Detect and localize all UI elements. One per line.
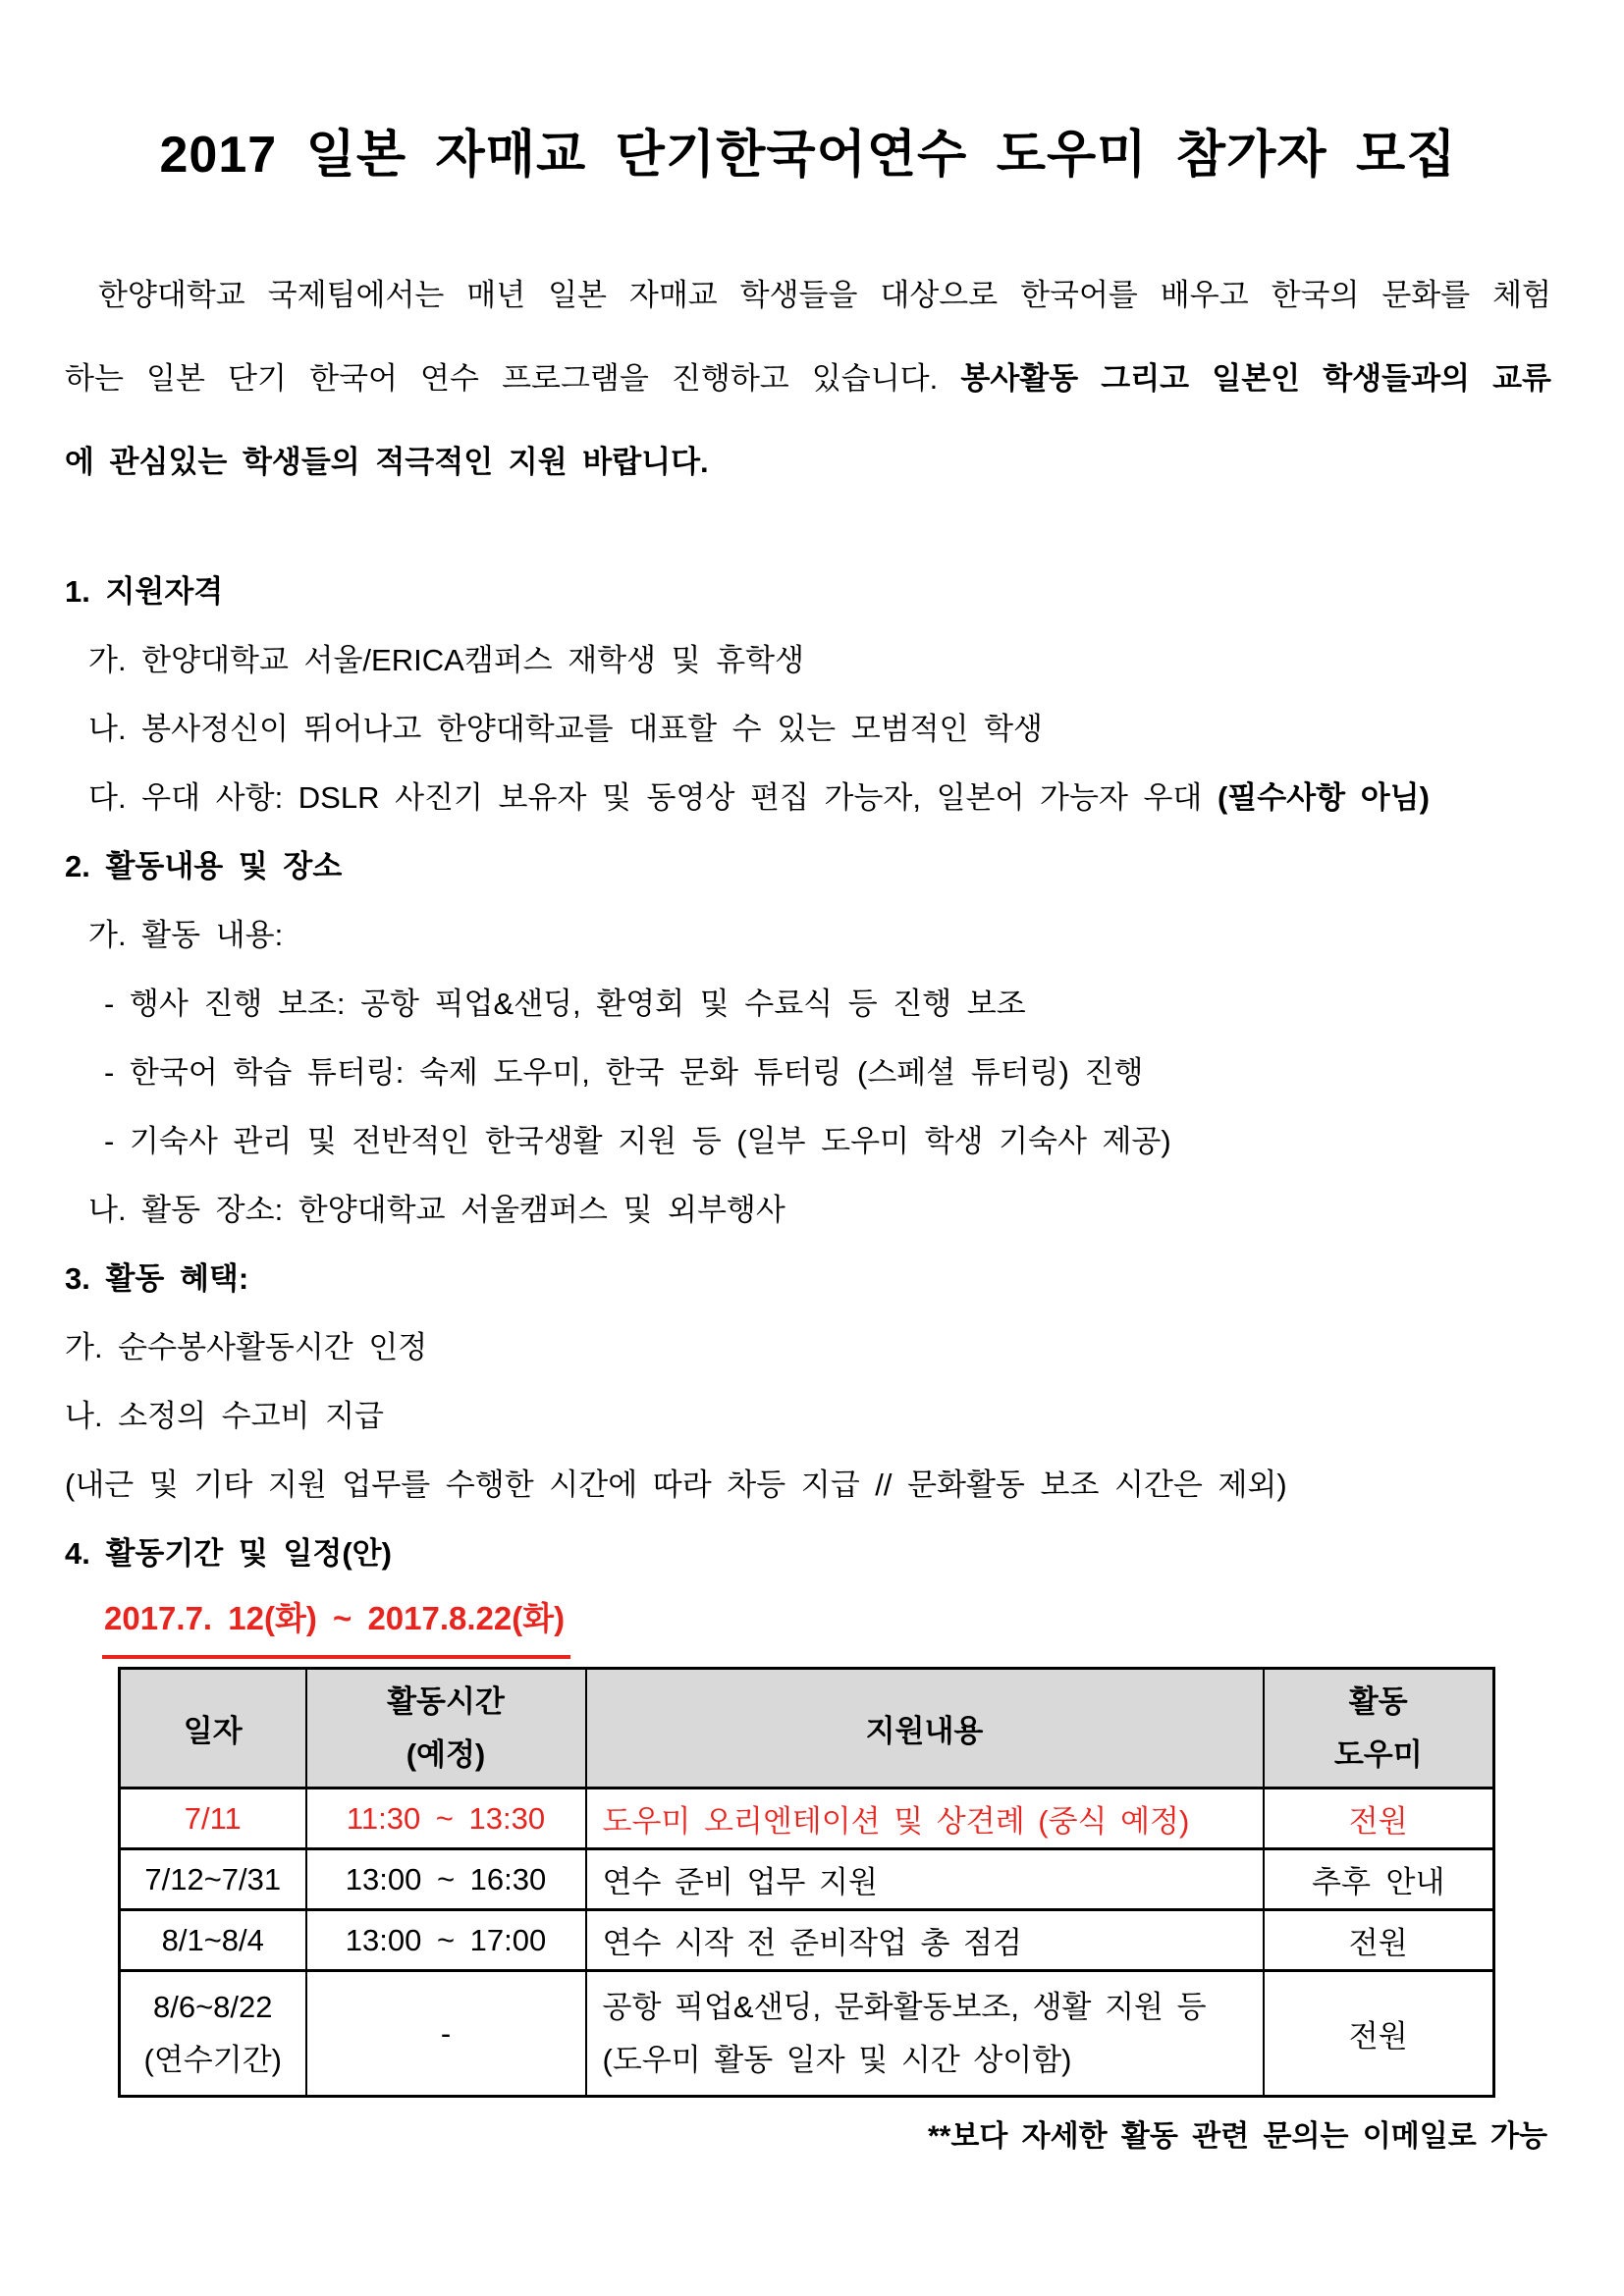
section1-item-ga: 가. 한양대학교 서울/ERICA캠퍼스 재학생 및 휴학생	[88, 643, 805, 677]
footnote: **보다 자세한 활동 관련 문의는 이메일로 가능	[928, 2120, 1547, 2153]
cell-content: 도우미 오리엔테이션 및 상견례 (중식 예정)	[586, 1789, 1264, 1849]
section3-heading: 3. 활동 혜택:	[65, 1261, 249, 1296]
header-helper-line1: 활동	[1348, 1683, 1408, 1719]
section2-sub-2: - 한국어 학습 튜터링: 숙제 도우미, 한국 문화 튜터링 (스페셜 튜터링) 진행	[104, 1055, 1144, 1090]
cell-helper: 전원	[1264, 1789, 1494, 1849]
cell-content: 연수 시작 전 준비작업 총 점검	[586, 1910, 1264, 1971]
cell-helper: 전원	[1264, 1971, 1494, 2097]
section2-item-ga: 가. 활동 내용:	[88, 918, 284, 952]
header-helper-line2: 도우미	[1333, 1736, 1423, 1772]
section2-heading: 2. 활동내용 및 장소	[65, 849, 343, 883]
header-date: 일자	[120, 1669, 306, 1789]
intro-line-3: 에 관심있는 학생들의 적극적인 지원 바랍니다.	[65, 445, 709, 479]
cell-date: 7/12~7/31	[120, 1849, 306, 1910]
cell-time: 13:00 ~ 16:30	[306, 1849, 586, 1910]
section2-sub-3: - 기숙사 관리 및 전반적인 한국생활 지원 등 (일부 도우미 학생 기숙사 제공)	[104, 1124, 1171, 1158]
header-content: 지원내용	[586, 1669, 1264, 1789]
cell-content-line1: 공항 픽업&샌딩, 문화활동보조, 생활 지원 등	[602, 1989, 1207, 2024]
cell-date-line1: 8/6~8/22	[152, 1989, 273, 2024]
schedule-table-header	[120, 1669, 1494, 1789]
table-row	[120, 1971, 1494, 2097]
intro-line-1: 한양대학교 국제팀에서는 매년 일본 자매교 학생들을 대상으로 한국어를 배우고 한국의 문화를 체험	[98, 278, 1551, 312]
header-time-line1: 활동시간	[387, 1683, 505, 1719]
cell-date	[120, 1971, 306, 2097]
section3-item-na: 나. 소정의 수고비 지급	[65, 1399, 384, 1433]
header-helper	[1264, 1669, 1494, 1789]
table-row	[120, 1789, 1494, 1849]
header-row	[120, 1669, 1494, 1789]
table-row	[120, 1849, 1494, 1910]
section2-item-na: 나. 활동 장소: 한양대학교 서울캠퍼스 및 외부행사	[88, 1193, 785, 1227]
section-activities	[65, 832, 1551, 1245]
header-time-line2: (예정)	[406, 1736, 486, 1772]
header-time	[306, 1669, 586, 1789]
table-row	[120, 1910, 1494, 1971]
cell-helper: 전원	[1264, 1910, 1494, 1971]
intro-line-2-bold: 봉사활동 그리고 일본인 학생들과의 교류	[960, 361, 1551, 396]
cell-content	[586, 1971, 1264, 2097]
cell-time: 13:00 ~ 17:00	[306, 1910, 586, 1971]
intro-paragraph	[65, 253, 1551, 504]
section1-heading: 1. 지원자격	[65, 574, 224, 609]
section1-item-da-normal: 다. 우대 사항: DSLR 사진기 보유자 및 동영상 편집 가능자, 일본어 가능자 우대	[88, 780, 1218, 815]
cell-helper: 추후 안내	[1264, 1849, 1494, 1910]
section1-item-da-bold: (필수사항 아님)	[1217, 780, 1430, 815]
section1-item-da	[88, 764, 1551, 832]
period-line	[102, 1588, 1551, 1659]
section2-sub-1: - 행사 진행 보조: 공항 픽업&샌딩, 환영회 및 수료식 등 진행 보조	[104, 987, 1026, 1021]
intro-line-2-normal: 하는 일본 단기 한국어 연수 프로그램을 진행하고 있습니다.	[65, 361, 961, 396]
schedule-table	[118, 1667, 1495, 2098]
section-schedule	[65, 1520, 1551, 2155]
section3-note: (내근 및 기타 지원 업무를 수행한 시간에 따라 차등 지급 // 문화활동 보조 시간은 제외)	[65, 1468, 1287, 1502]
section1-item-na: 나. 봉사정신이 뛰어나고 한양대학교를 대표할 수 있는 모범적인 학생	[88, 712, 1044, 746]
section-qualifications	[65, 558, 1551, 832]
section4-heading: 4. 활동기간 및 일정(안)	[65, 1536, 392, 1571]
section3-item-ga: 가. 순수봉사활동시간 인정	[65, 1330, 428, 1364]
cell-time: 11:30 ~ 13:30	[306, 1789, 586, 1849]
cell-time: -	[306, 1971, 586, 2097]
page-title: 2017 일본 자매교 단기한국어연수 도우미 참가자 모집	[159, 127, 1457, 184]
cell-date-line2: (연수기간)	[143, 2042, 282, 2077]
cell-content: 연수 준비 업무 지원	[586, 1849, 1264, 1910]
intro-line-2	[65, 337, 1551, 420]
cell-date: 8/1~8/4	[120, 1910, 306, 1971]
activity-period: 2017.7. 12(화) ~ 2017.8.22(화)	[102, 1588, 570, 1659]
cell-content-line2: (도우미 활동 일자 및 시간 상이함)	[602, 2042, 1072, 2077]
cell-date: 7/11	[120, 1789, 306, 1849]
section-benefits	[65, 1245, 1551, 1520]
